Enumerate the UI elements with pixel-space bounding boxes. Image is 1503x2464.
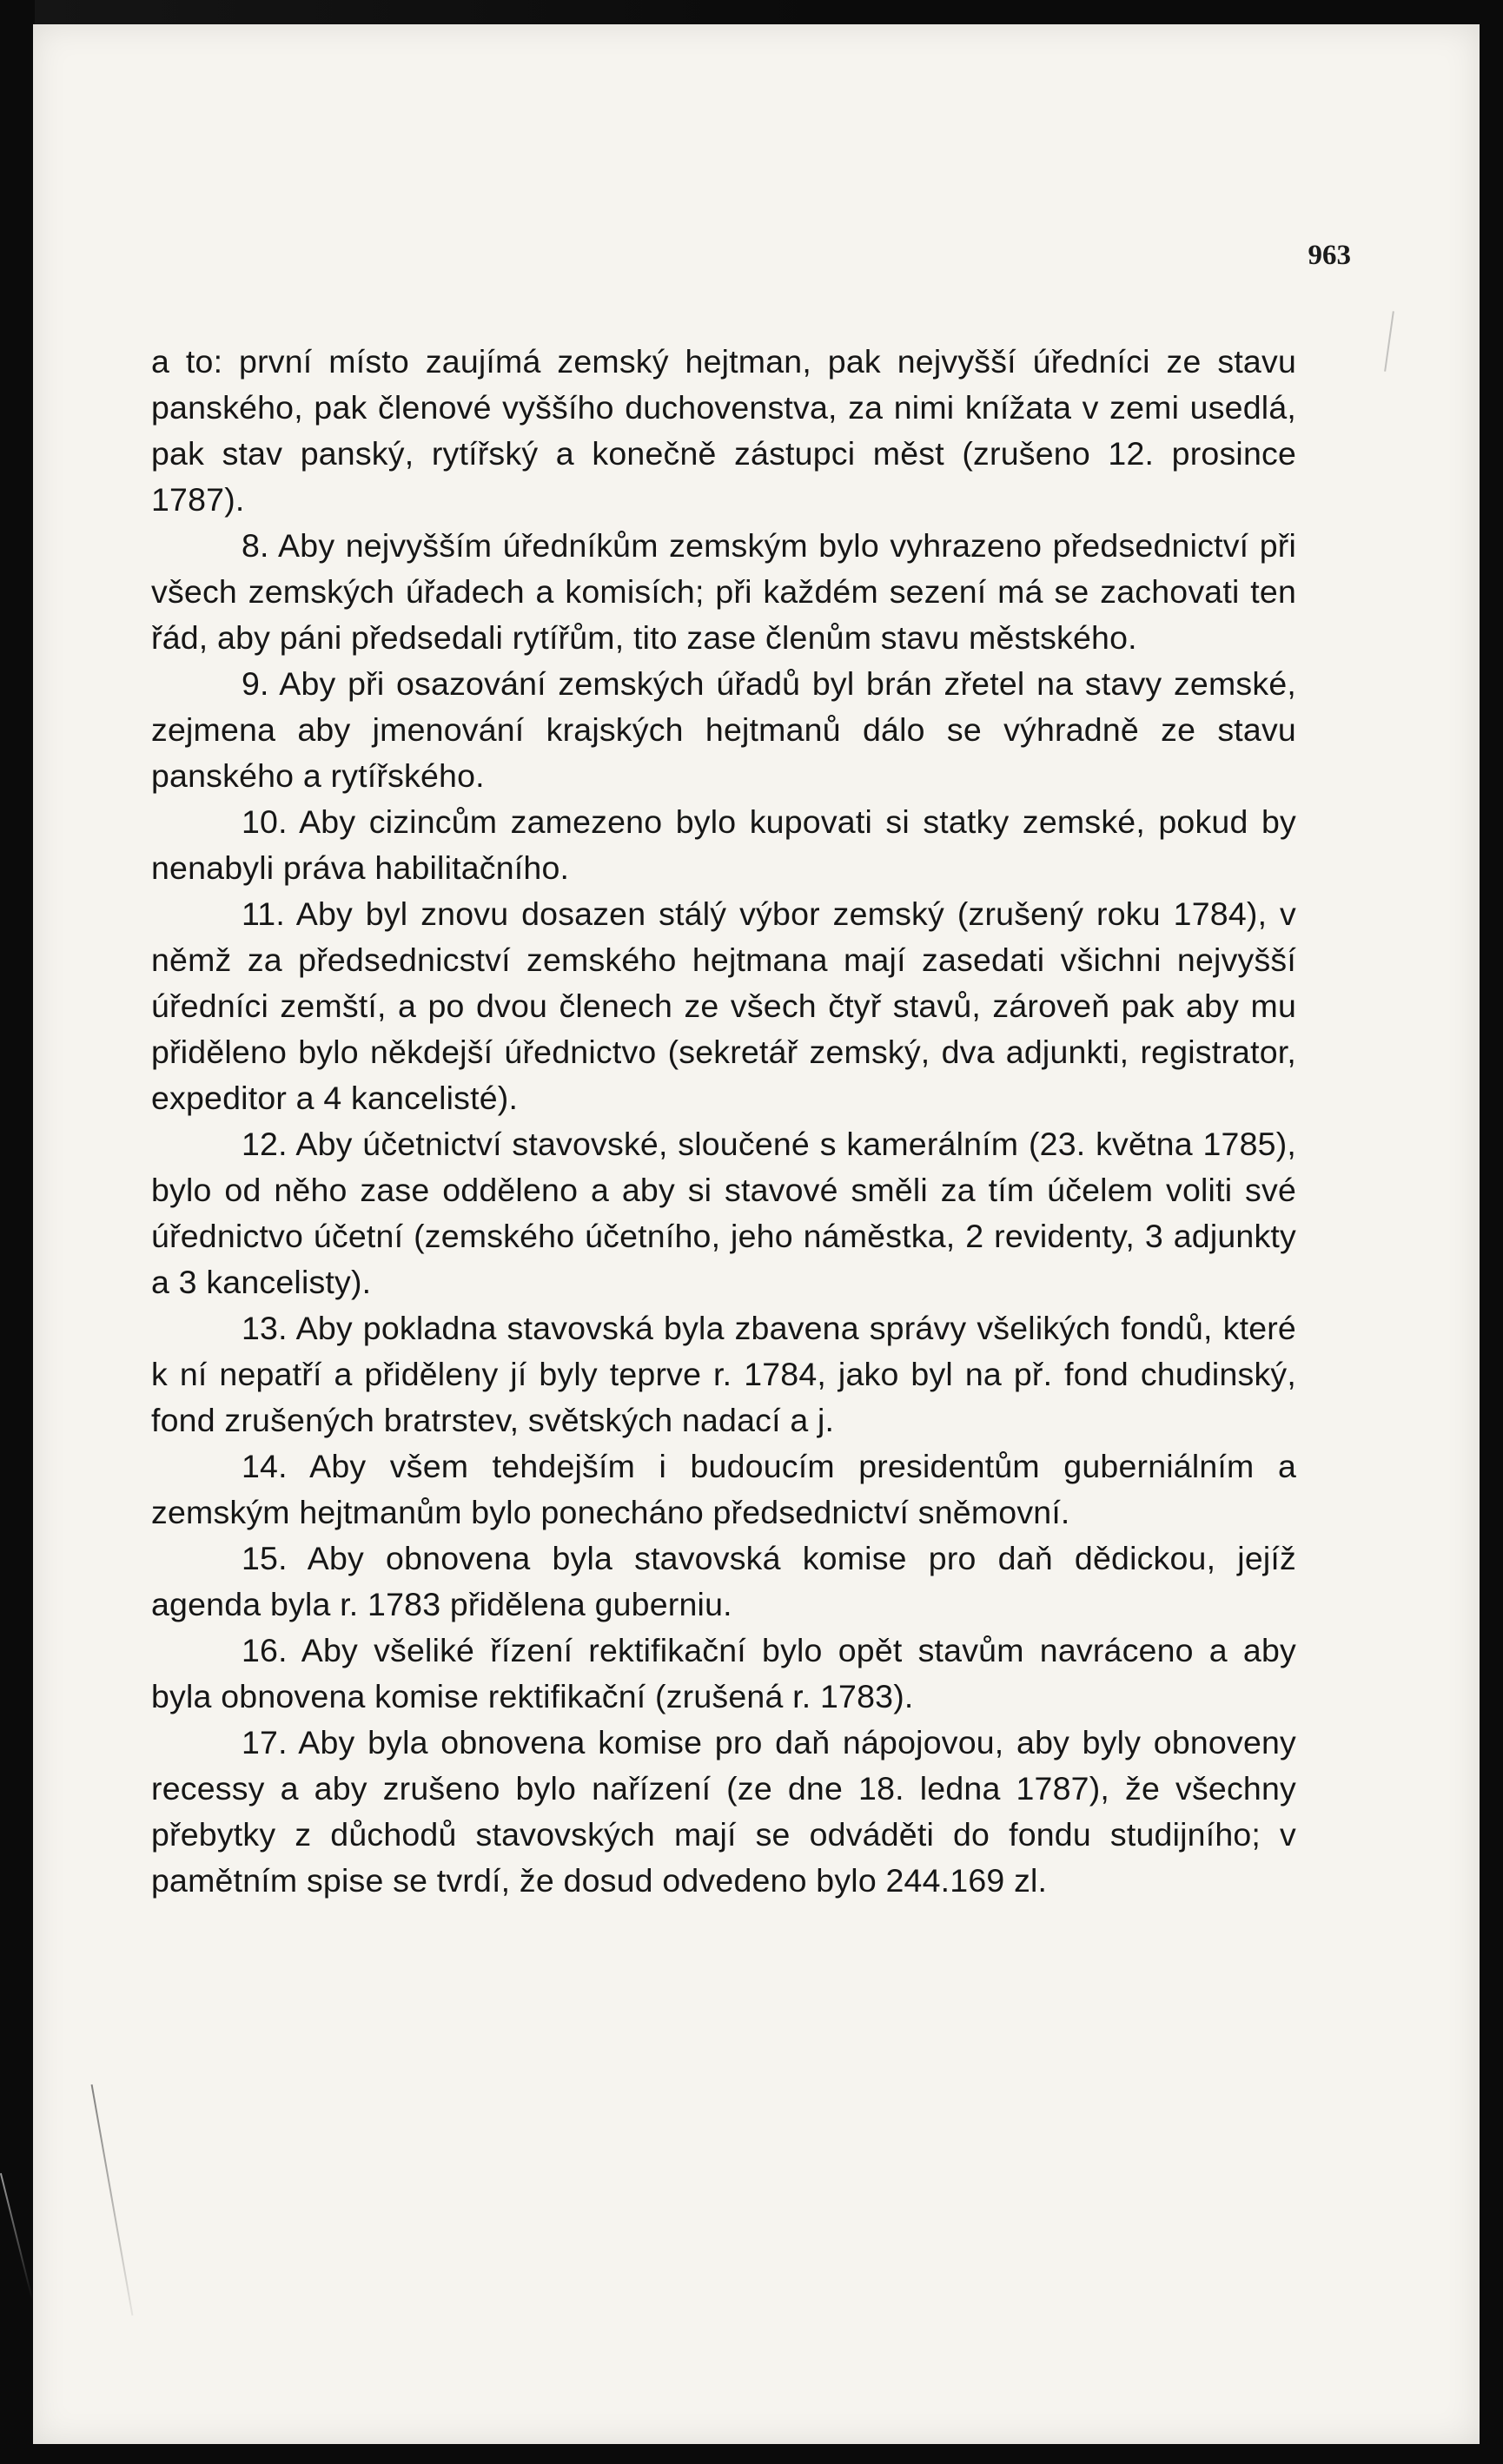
scan-scratch — [0, 2173, 33, 2300]
paragraph-continuation: a to: první místo zaujímá zemský hejtman, pak nejvyšší úředníci ze stavu panského, pak členové vyššího duchovenstva, za nimi knížata v zemi usedlá, pak stav panský, rytířský a konečně zástupci měst (zrušeno 12. prosince 1787). — [151, 343, 1296, 518]
paragraph-item-17: 17. Aby byla obnovena komise pro daň nápojovou, aby byly obnoveny recessy a aby zrušeno bylo nařízení (ze dne 18. ledna 1787), že všechny přebytky z důchodů stavovských mají se odváděti do fondu studijního; v pamětním spise se tvrdí, že dosud odvedeno bylo 244.169 zl. — [151, 1724, 1296, 1899]
paper-mark — [1384, 311, 1394, 372]
paragraph-item-13: 13. Aby pokladna stavovská byla zbavena správy všelikých fondů, které k ní nepatří a přiděleny jí byly teprve r. 1784, jako byl na př. fond chudinský, fond zrušených bratrstev, světských nadací a j. — [151, 1310, 1296, 1438]
paragraph-item-16: 16. Aby všeliké řízení rektifikační bylo opět stavům navráceno a aby byla obnovena komise rektifikační (zrušená r. 1783). — [151, 1632, 1296, 1714]
paragraph-item-11: 11. Aby byl znovu dosazen stálý výbor zemský (zrušený roku 1784), v němž za předsednicství zemského hejtmana mají zasedati všichni nejvyšší úředníci zemští, a po dvou členech ze všech čtyř stavů, zároveň pak aby mu přiděleno bylo někdejší úřednictvo (sekretář zemský, dva adjunkti, registrator, expeditor a 4 kancelisté). — [151, 895, 1296, 1116]
paragraph-item-15: 15. Aby obnovena byla stavovská komise pro daň dědickou, jejíž agenda byla r. 1783 přidělena guberniu. — [151, 1540, 1296, 1622]
paragraph-item-12: 12. Aby účetnictví stavovské, sloučené s kamerálním (23. května 1785), bylo od něho zase odděleno a aby si stavové směli za tím účelem voliti své úřednictvo účetní (zemského účetního, jeho náměstka, 2 revidenty, 3 adjunkty a 3 kancelisty). — [151, 1126, 1296, 1300]
paper-scratch — [91, 2084, 134, 2315]
body-text — [151, 339, 1296, 1904]
paper-sheet — [33, 24, 1480, 2444]
paragraph-item-8: 8. Aby nejvyšším úředníkům zemským bylo vyhrazeno předsednictví při všech zemských úřadech a komisích; při každém sezení má se zachovati ten řád, aby páni předsedali rytířům, tito zase členům stavu městského. — [151, 527, 1296, 656]
paragraph-item-9: 9. Aby při osazování zemských úřadů byl brán zřetel na stavy zemské, zejmena aby jmenování krajských hejtmanů dálo se výhradně ze stavu panského a rytířského. — [151, 665, 1296, 794]
paragraph-item-10: 10. Aby cizincům zamezeno bylo kupovati si statky zemské, pokud by nenabyli práva habilitačního. — [151, 803, 1296, 886]
page-number: 963 — [1308, 240, 1351, 271]
paragraph-item-14: 14. Aby všem tehdejším i budoucím presidentům guberniálním a zemským hejtmanům bylo ponecháno předsednictví sněmovní. — [151, 1448, 1296, 1530]
